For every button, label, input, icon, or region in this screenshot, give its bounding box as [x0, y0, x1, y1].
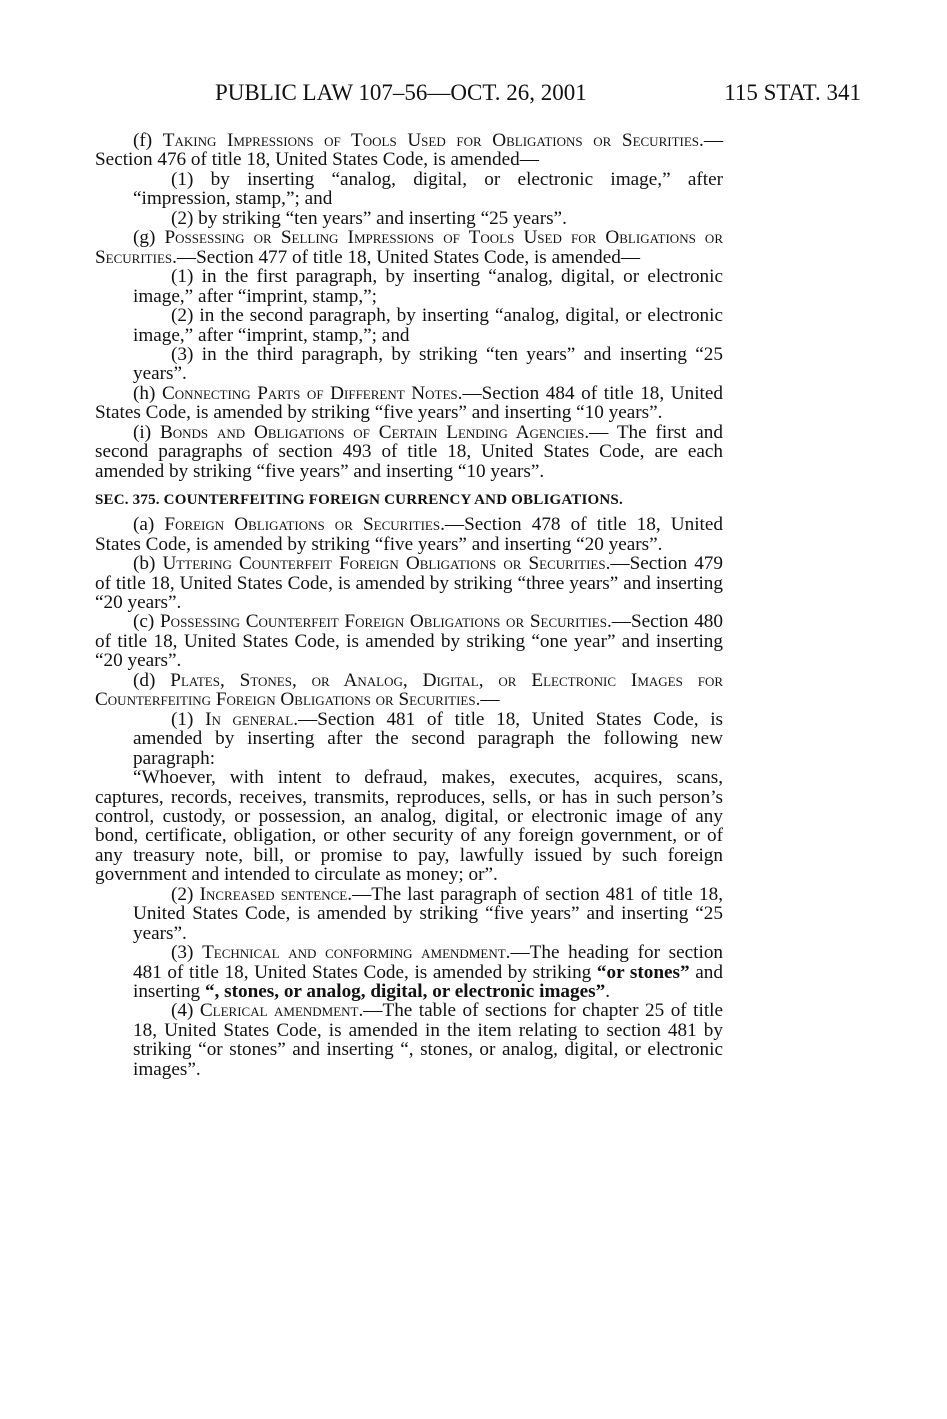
section-375-d-2-heading: Increased sentence.	[199, 883, 353, 905]
paragraph-i-heading: Bonds and Obligations of Certain Lending Agencies.	[159, 421, 590, 443]
section-375-d-4-text: —The table of sections for chapter 25 of title 18, United States Code, is amended in the item relating to section 481 by striking “or stones” and inserting “, stones, or analog, digital, or electronic images”.	[133, 1000, 723, 1080]
paragraph-f	[95, 131, 723, 170]
paragraph-g-text: —Section 477 of title 18, United States Code, is amended—	[176, 246, 641, 268]
paragraph-h-heading: Connecting Parts of Different Notes.	[161, 382, 463, 404]
section-375-d-3-bold-1: “or stones”	[596, 961, 690, 983]
section-375-c-heading: Possessing Counterfeit Foreign Obligations or Securities.	[160, 611, 612, 633]
paragraph-g-item-3: (3) in the third paragraph, by striking “ten years” and inserting “25 years”.	[133, 343, 723, 385]
section-375-d-1-text: —Section 481 of title 18, United States Code, is amended by inserting after the second paragraph the following new paragraph:	[133, 708, 724, 769]
section-375-d-3-text-b: and inserting	[133, 961, 723, 1003]
section-375-d-2	[95, 885, 723, 943]
paragraph-g-item-1: (1) in the first paragraph, by inserting “analog, digital, or electronic image,” after “imprint, stamp,”;	[133, 266, 723, 307]
section-375-d-1-label: (1)	[171, 708, 206, 730]
paragraph-f-label: (f)	[133, 130, 163, 151]
section-375-d-heading: Plates, Stones, or Analog, Digital, or Electronic Images for Counterfeiting Foreign Obligations or Securities.	[95, 669, 724, 711]
section-375-d-3-heading: Technical and conforming amendment.	[202, 942, 511, 964]
page-header	[0, 80, 947, 114]
paragraph-h-text: —Section 484 of title 18, United States Code, is amended by striking “five years” and inserting “10 years”.	[95, 382, 723, 424]
paragraph-h-label: (h)	[133, 382, 162, 404]
paragraph-g-heading: Possessing or Selling Impressions of Tools Used for Obligations or Securities.	[95, 227, 723, 268]
paragraph-i-text: — The first and second paragraphs of section 493 of title 18, United States Code, are each amended by striking “five years” and inserting “10 years”.	[95, 421, 723, 482]
section-375-d-quote: “Whoever, with intent to defraud, makes, executes, acquires, scans, captures, records, receives, transmits, reproduces, sells, or has in such person’s control, custody, or possession, an analog, digital, or electronic image of any bond, certificate, obligation, or other security of any foreign government, or of any treasury note, bill, or promise to pay, lawfully issued by such foreign government and intended to circulate as money; or”.	[95, 767, 723, 886]
paragraph-g-item-2: (2) in the second paragraph, by inserting “analog, digital, or electronic image,” after “imprint, stamp,”; and	[133, 305, 723, 346]
section-375-d-2-label: (2)	[171, 883, 200, 905]
section-375-d-3-text-c: .	[605, 981, 610, 1003]
section-375-d-1	[95, 710, 723, 768]
section-375-a-heading: Foreign Obligations or Securities.	[164, 514, 445, 536]
paragraph-g-label: (g)	[133, 227, 165, 249]
document-body	[95, 131, 723, 1079]
paragraph-f-item-2: (2) by striking “ten years” and inserting “25 years”.	[171, 207, 567, 229]
paragraph-i-label: (i)	[133, 421, 160, 443]
section-375-a	[95, 515, 723, 554]
section-375-d-3-text-a: —The heading for section 481 of title 18, United States Code, is amended by striking	[133, 942, 724, 983]
section-375-d	[95, 671, 723, 710]
section-375-c-label: (c)	[133, 611, 161, 633]
section-375-d-text: —	[480, 689, 500, 711]
paragraph-f-text: —Section 476 of title 18, United States Code, is amended—	[95, 130, 723, 171]
section-375-d-3-bold-2: “, stones, or analog, digital, or electronic images”	[204, 981, 606, 1003]
section-375-d-4-heading: Clerical amendment.	[199, 1000, 364, 1022]
section-375-b-label: (b)	[133, 553, 163, 575]
section-375-heading: SEC. 375. COUNTERFEITING FOREIGN CURRENCY AND OBLIGATIONS.	[95, 492, 623, 509]
paragraph-i	[95, 423, 723, 481]
header-title: PUBLIC LAW 107–56—OCT. 26, 2001	[215, 80, 587, 105]
section-375-b	[95, 554, 723, 612]
section-375-d-2-text: —The last paragraph of section 481 of title 18, United States Code, is amended by striking “five years” and inserting “25 years”.	[133, 883, 724, 944]
paragraph-g	[95, 228, 723, 267]
section-375-a-text: —Section 478 of title 18, United States Code, is amended by striking “five years” and inserting “20 years”.	[95, 514, 723, 555]
section-375-b-text: —Section 479 of title 18, United States Code, is amended by striking “three years” and inserting “20 years”.	[95, 553, 723, 613]
section-375-c-text: —Section 480 of title 18, United States Code, is amended by striking “one year” and inserting “20 years”.	[95, 611, 723, 672]
section-375-d-4-label: (4)	[171, 1000, 200, 1022]
section-375-d-3-label: (3)	[171, 942, 203, 964]
header-page-ref: 115 STAT. 341	[724, 80, 861, 105]
section-375-c	[95, 612, 723, 670]
paragraph-f-item-1: (1) by inserting “analog, digital, or electronic image,” after “impression, stamp,”; and	[133, 168, 723, 210]
section-375-d-3	[95, 943, 723, 1001]
section-375-d-label: (d)	[133, 669, 171, 691]
section-375-d-1-heading: In general.	[205, 708, 299, 730]
paragraph-h	[95, 384, 723, 423]
section-375-d-4	[95, 1001, 723, 1079]
section-375-b-heading: Uttering Counterfeit Foreign Obligations or Securities.	[162, 553, 611, 575]
section-375-a-label: (a)	[133, 514, 165, 536]
paragraph-f-heading: Taking Impressions of Tools Used for Obligations or Securities.	[162, 130, 704, 151]
